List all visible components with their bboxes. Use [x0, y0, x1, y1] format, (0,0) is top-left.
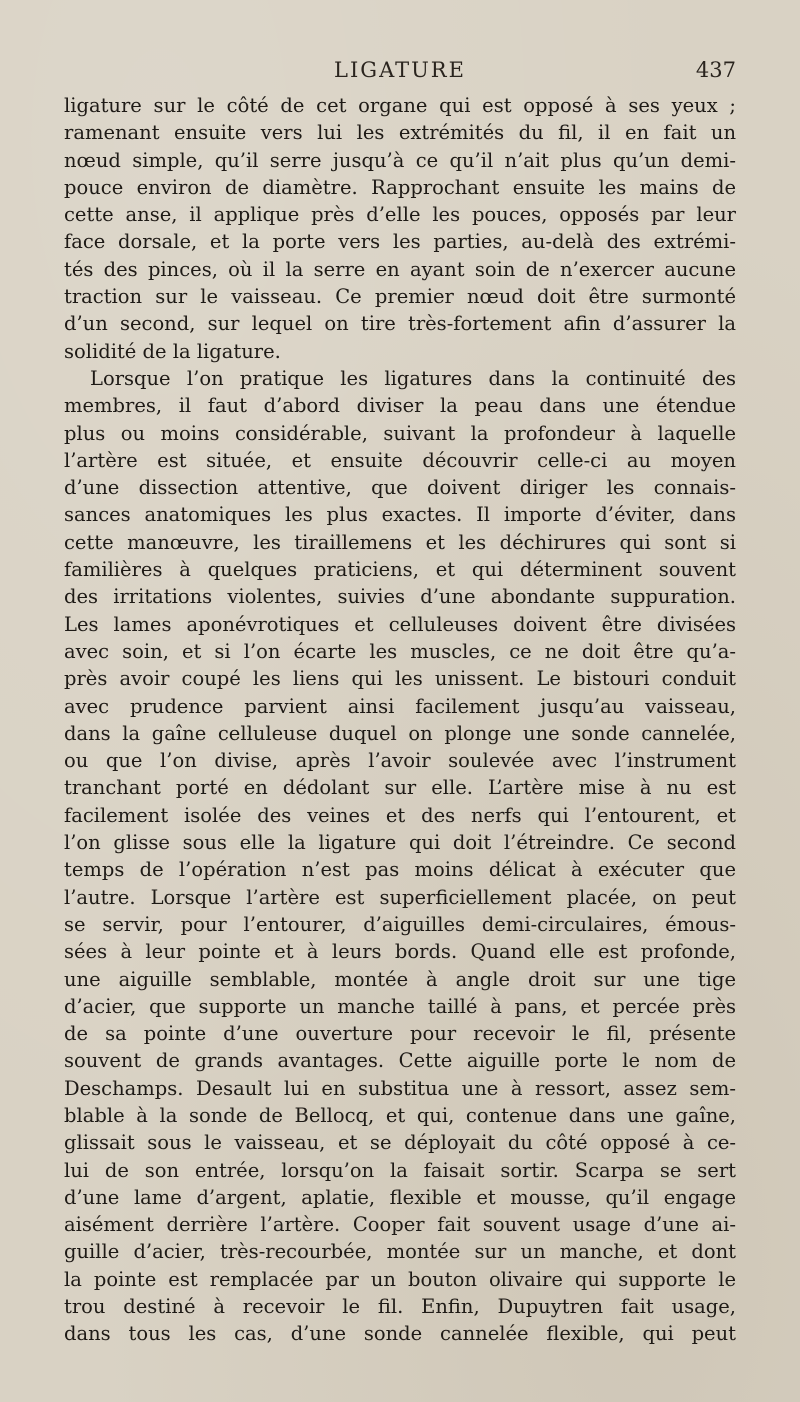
text-line: solidité de la ligature.	[64, 339, 281, 363]
text-line: de sa pointe d’une ouverture pour recevoir le fil, présente	[64, 1022, 736, 1046]
text-line: ligature sur le côté de cet organe qui est opposé à ses yeux ;	[64, 94, 736, 117]
text-line: l’autre. Lorsque l’artère est superficiellement placée, on peut	[64, 885, 736, 909]
text-line: guille d’acier, très-recourbée, montée sur un manche, et dont	[64, 1240, 736, 1264]
text-line: ou que l’on divise, après l’avoir soulevée avec l’instrument	[64, 749, 736, 773]
text-line: facilement isolée des veines et des nerfs qui l’entourent, et	[64, 803, 736, 827]
text-line: des irritations violentes, suivies d’une abondante suppuration.	[64, 585, 736, 609]
page-number: 437	[695, 58, 736, 82]
text-line: Les lames aponévrotiques et celluleuses doivent être divisées	[64, 612, 736, 636]
text-line: sances anatomiques les plus exactes. Il importe d’éviter, dans	[64, 503, 736, 527]
text-line: souvent de grands avantages. Cette aiguille porte le nom de	[64, 1049, 736, 1073]
running-title: LIGATURE	[334, 58, 466, 82]
text-line: blable à la sonde de Bellocq, et qui, contenue dans une gaîne,	[64, 1103, 736, 1127]
text-line: se servir, pour l’entourer, d’aiguilles demi-circulaires, émous-	[64, 912, 736, 936]
text-line: plus ou moins considérable, suivant la profondeur à laquelle	[64, 421, 736, 445]
text-line: d’acier, que supporte un manche taillé à pans, et percée près	[64, 994, 736, 1018]
text-line: cette anse, il applique près d’elle les pouces, opposés par leur	[64, 203, 736, 227]
text-line: l’on glisse sous elle la ligature qui doit l’étreindre. Ce second	[64, 831, 736, 855]
text-line: avec soin, et si l’on écarte les muscles, ce ne doit être qu’a-	[64, 639, 736, 663]
text-line: lui de son entrée, lorsqu’on la faisait sortir. Scarpa se sert	[64, 1158, 736, 1182]
text-line: l’artère est située, et ensuite découvrir celle-ci au moyen	[64, 448, 736, 472]
text-line: d’une lame d’argent, aplatie, flexible et mousse, qu’il engage	[64, 1185, 736, 1209]
text-line: familières à quelques praticiens, et qui déterminent souvent	[64, 558, 736, 582]
text-line: Deschamps. Desault lui en substitua une à ressort, assez sem-	[64, 1076, 736, 1100]
text-line: sées à leur pointe et à leurs bords. Quand elle est profonde,	[64, 940, 736, 964]
text-line: glissait sous le vaisseau, et se déployait du côté opposé à ce-	[64, 1131, 736, 1155]
body-text	[64, 92, 736, 1348]
text-line: dans tous les cas, d’une sonde cannelée flexible, qui peut	[64, 1322, 736, 1346]
text-line: cette manœuvre, les tiraillemens et les déchirures qui sont si	[64, 530, 736, 554]
text-line: près avoir coupé les liens qui les unissent. Le bistouri conduit	[64, 667, 736, 691]
text-line: membres, il faut d’abord diviser la peau dans une étendue	[64, 394, 736, 418]
text-line: d’un second, sur lequel on tire très-fortement afin d’assurer la	[64, 312, 736, 336]
text-line: pouce environ de diamètre. Rapprochant ensuite les mains de	[64, 175, 736, 199]
text-line: dans la gaîne celluleuse duquel on plonge une sonde cannelée,	[64, 721, 736, 745]
text-line: face dorsale, et la porte vers les parties, au-delà des extrémi-	[64, 230, 736, 254]
text-line: Lorsque l’on pratique les ligatures dans la continuité des	[90, 366, 736, 390]
text-line: avec prudence parvient ainsi facilement jusqu’au vaisseau,	[64, 694, 736, 718]
text-line: tés des pinces, où il la serre en ayant soin de n’exercer aucune	[64, 257, 736, 281]
text-line: d’une dissection attentive, que doivent diriger les connais-	[64, 476, 736, 500]
running-head	[64, 58, 736, 88]
text-line: une aiguille semblable, montée à angle droit sur une tige	[64, 967, 736, 991]
text-line: tranchant porté en dédolant sur elle. L’artère mise à nu est	[64, 776, 736, 800]
text-line: aisément derrière l’artère. Cooper fait souvent usage d’une ai-	[64, 1213, 736, 1237]
text-line: la pointe est remplacée par un bouton olivaire qui supporte le	[64, 1267, 736, 1291]
text-line: trou destiné à recevoir le fil. Enfin, Dupuytren fait usage,	[64, 1295, 736, 1319]
text-line: temps de l’opération n’est pas moins délicat à exécuter que	[64, 858, 736, 882]
text-line: ramenant ensuite vers lui les extrémités du fil, il en fait un	[64, 121, 736, 145]
text-line: nœud simple, qu’il serre jusqu’à ce qu’il n’ait plus qu’un demi-	[64, 148, 736, 172]
text-line: traction sur le vaisseau. Ce premier nœud doit être surmonté	[64, 285, 736, 309]
